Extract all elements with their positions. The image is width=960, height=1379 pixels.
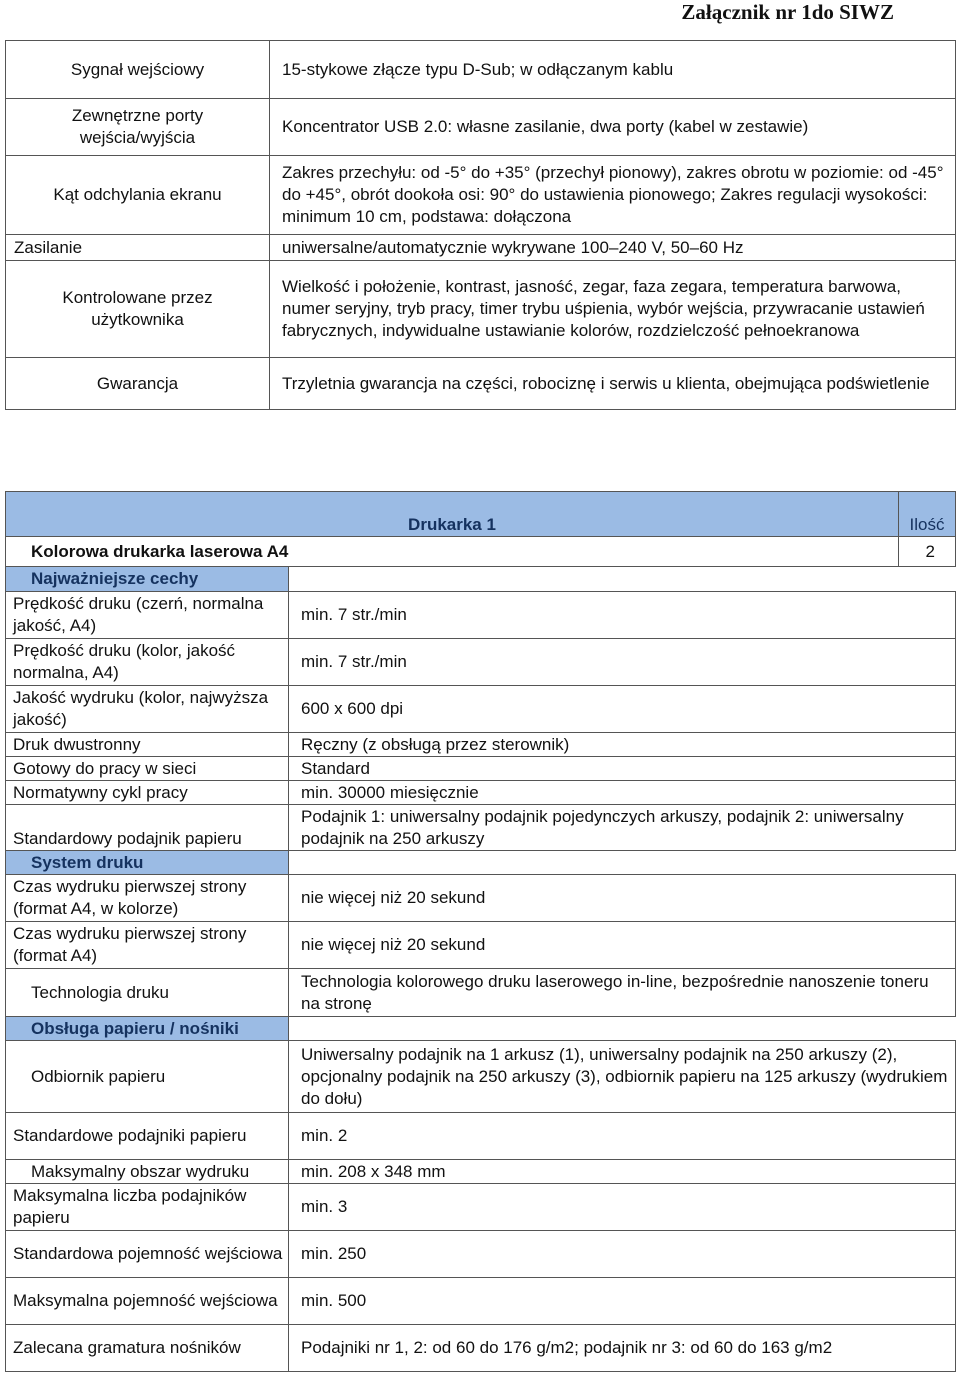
spec-label: Druk dwustronny: [6, 733, 289, 757]
table-row: [6, 1184, 956, 1231]
spec-label: Maksymalna pojemność wejściowa: [6, 1278, 289, 1325]
quantity-header: Ilość: [899, 492, 956, 537]
table-row: [6, 686, 956, 733]
monitor-spec-table: [5, 40, 956, 410]
table-row: [6, 781, 956, 805]
table-row: [6, 1231, 956, 1278]
spec-value: min. 30000 miesięcznie: [289, 781, 956, 805]
spec-label: Standardowe podajniki papieru: [6, 1113, 289, 1160]
spec-label: Maksymalna liczba podajników papieru: [6, 1184, 289, 1231]
spec-label: Technologia druku: [6, 969, 289, 1017]
spec-value: Standard: [289, 757, 956, 781]
table-row: [6, 235, 956, 261]
spec-label: Zasilanie: [6, 235, 270, 261]
spec-label: Prędkość druku (czerń, normalna jakość, A4): [6, 592, 289, 639]
spec-label: Prędkość druku (kolor, jakość normalna, A4): [6, 639, 289, 686]
spec-value: Trzyletnia gwarancja na części, robociznę i serwis u klienta, obejmująca podświetlenie: [270, 358, 956, 410]
table-row: [6, 1160, 956, 1184]
spec-value: 15-stykowe złącze typu D-Sub; w odłączanym kablu: [270, 41, 956, 99]
spec-value: nie więcej niż 20 sekund: [289, 875, 956, 922]
spec-label: Sygnał wejściowy: [6, 41, 270, 99]
spec-value: Podajniki nr 1, 2: od 60 do 176 g/m2; podajnik nr 3: od 60 do 163 g/m2: [289, 1325, 956, 1372]
section-paper: Obsługa papieru / nośniki: [6, 1017, 289, 1041]
spec-value: uniwersalne/automatycznie wykrywane 100–240 V, 50–60 Hz: [270, 235, 956, 261]
spec-value: min. 7 str./min: [289, 639, 956, 686]
spec-value: Uniwersalny podajnik na 1 arkusz (1), uniwersalny podajnik na 250 arkuszy (2), opcjonalny podajnik na 250 arkuszy (3), odbiornik papieru na 125 arkuszy (wydrukiem do dołu): [289, 1041, 956, 1113]
spec-value: Wielkość i położenie, kontrast, jasność, zegar, faza zegara, temperatura barwowa, numer seryjny, tryb pracy, timer trybu uśpienia, wybór wejścia, przywracanie ustawień fabrycznych, indywidualne ustawianie kolorów, rozdzielczość pełnoekranowa: [270, 261, 956, 358]
section-system: System druku: [6, 851, 289, 875]
spec-label: Gwarancja: [6, 358, 270, 410]
table-row: [6, 592, 956, 639]
table-row: [6, 1041, 956, 1113]
spec-label: Zalecana gramatura nośników: [6, 1325, 289, 1372]
spec-value: Technologia kolorowego druku laserowego in-line, bezpośrednie nanoszenie toneru na stronę: [289, 969, 956, 1017]
section-row: [6, 567, 956, 592]
table-row: [6, 922, 956, 969]
spec-label: Gotowy do pracy w sieci: [6, 757, 289, 781]
spec-label: Zewnętrzne porty wejścia/wyjścia: [6, 99, 270, 156]
spec-label: Normatywny cykl pracy: [6, 781, 289, 805]
table-row: [6, 358, 956, 410]
section-row: [6, 851, 956, 875]
table-row: [6, 757, 956, 781]
spec-label: Kontrolowane przez użytkownika: [6, 261, 270, 358]
section-features: Najważniejsze cechy: [6, 567, 289, 592]
annex-header: Załącznik nr 1do SIWZ: [681, 0, 894, 24]
printer-spec-table: [5, 491, 956, 1372]
spec-value: Podajnik 1: uniwersalny podajnik pojedynczych arkuszy, podajnik 2: uniwersalny podajnik na 250 arkuszy: [289, 805, 956, 851]
spec-label: Maksymalny obszar wydruku: [6, 1160, 289, 1184]
product-name: Kolorowa drukarka laserowa A4: [6, 537, 899, 567]
spec-value: min. 2: [289, 1113, 956, 1160]
table-row: [6, 875, 956, 922]
spec-value: nie więcej niż 20 sekund: [289, 922, 956, 969]
table-row: [6, 537, 956, 567]
spec-label: Standardowa pojemność wejściowa: [6, 1231, 289, 1278]
table-row: [6, 1278, 956, 1325]
table-row: [6, 261, 956, 358]
spec-label: Kąt odchylania ekranu: [6, 156, 270, 235]
spec-value: min. 500: [289, 1278, 956, 1325]
spec-label: Standardowy podajnik papieru: [6, 805, 289, 851]
spec-value: min. 250: [289, 1231, 956, 1278]
spec-value: min. 3: [289, 1184, 956, 1231]
table-row: [6, 41, 956, 99]
spec-value: 600 x 600 dpi: [289, 686, 956, 733]
table-header-row: [6, 492, 956, 537]
table-row: [6, 969, 956, 1017]
spec-label: Czas wydruku pierwszej strony (format A4, w kolorze): [6, 875, 289, 922]
section-row: [6, 1017, 956, 1041]
table-row: [6, 733, 956, 757]
spec-label: Czas wydruku pierwszej strony (format A4): [6, 922, 289, 969]
table-row: [6, 1113, 956, 1160]
spec-value: min. 208 x 348 mm: [289, 1160, 956, 1184]
spec-value: Zakres przechyłu: od -5° do +35° (przechył pionowy), zakres obrotu w poziomie: od -45° do +45°, obrót dookoła osi: 90° do ustawienia pionowego; Zakres regulacji wysokości: minimum 10 cm, podstawa: dołączona: [270, 156, 956, 235]
spec-value: Ręczny (z obsługą przez sterownik): [289, 733, 956, 757]
spec-value: Koncentrator USB 2.0: własne zasilanie, dwa porty (kabel w zestawie): [270, 99, 956, 156]
table-row: [6, 639, 956, 686]
table-row: [6, 99, 956, 156]
product-quantity: 2: [899, 537, 956, 567]
spec-label: Odbiornik papieru: [6, 1041, 289, 1113]
spec-label: Jakość wydruku (kolor, najwyższa jakość): [6, 686, 289, 733]
table-row: [6, 156, 956, 235]
table-row: [6, 805, 956, 851]
printer-title: Drukarka 1: [6, 492, 899, 537]
table-row: [6, 1325, 956, 1372]
spec-value: min. 7 str./min: [289, 592, 956, 639]
